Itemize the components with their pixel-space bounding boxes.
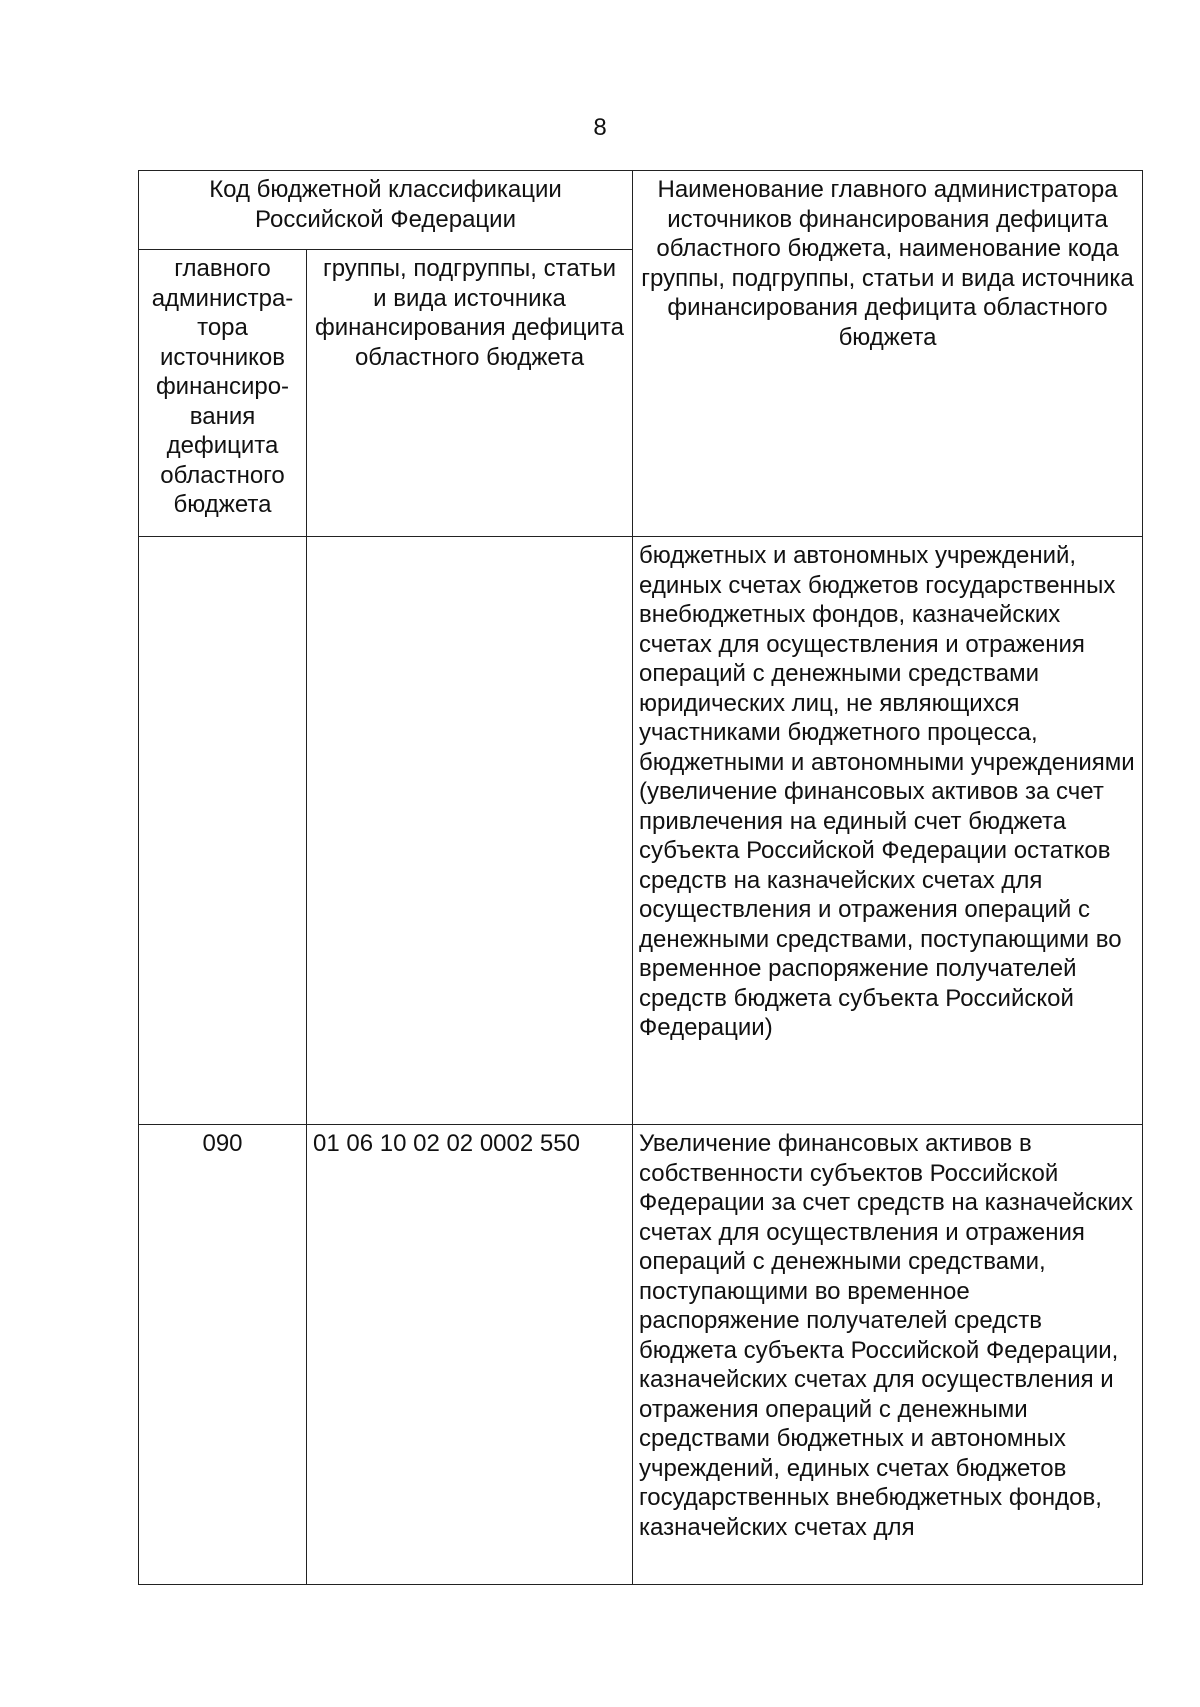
header-name-column: Наименование главного администратора источников финансирования дефицита областного бюджета, наименование кода группы, подгруппы, статьи и вида источника финансирования дефицита областного бюджета (633, 171, 1143, 537)
admin-code-cell (139, 537, 307, 1125)
header-admin-column: главного администра-тора источников финансиро-вания дефицита областного бюджета (139, 250, 307, 537)
table-header-row-top (139, 171, 1143, 250)
table-row (139, 1125, 1143, 1585)
source-code-cell: 01 06 10 02 02 0002 550 (307, 1125, 633, 1585)
description-cell: бюджетных и автономных учреждений, единых счетах бюджетов государственных внебюджетных фондов, казначейских счетах для осуществления и отражения операций с денежными средствами юридических лиц, не являющихся участниками бюджетного процесса, бюджетными и автономными учреждениями (увеличение финансовых активов за счет привлечения на единый счет бюджета субъекта Российской Федерации остатков средств на казначейских счетах для осуществления и отражения операций с денежными средствами, поступающими во временное распоряжение получателей средств бюджета субъекта Российской Федерации) (633, 537, 1143, 1125)
budget-classification-table (138, 170, 1143, 1585)
page-number: 8 (593, 114, 607, 141)
source-code-cell (307, 537, 633, 1125)
header-group-column: группы, подгруппы, статьи и вида источника финансирования дефицита областного бюджета (307, 250, 633, 537)
table-row (139, 537, 1143, 1125)
description-cell: Увеличение финансовых активов в собственности субъектов Российской Федерации за счет средств на казначейских счетах для осуществления и отражения операций с денежными средствами, поступающими во временное распоряжение получателей средств бюджета субъекта Российской Федерации, казначейских счетах для осуществления и отражения операций с денежными средствами бюджетных и автономных учреждений, единых счетах бюджетов государственных внебюджетных фондов, казначейских счетах для (633, 1125, 1143, 1585)
admin-code-cell: 090 (139, 1125, 307, 1585)
header-code-group: Код бюджетной классификации Российской Федерации (139, 171, 633, 250)
